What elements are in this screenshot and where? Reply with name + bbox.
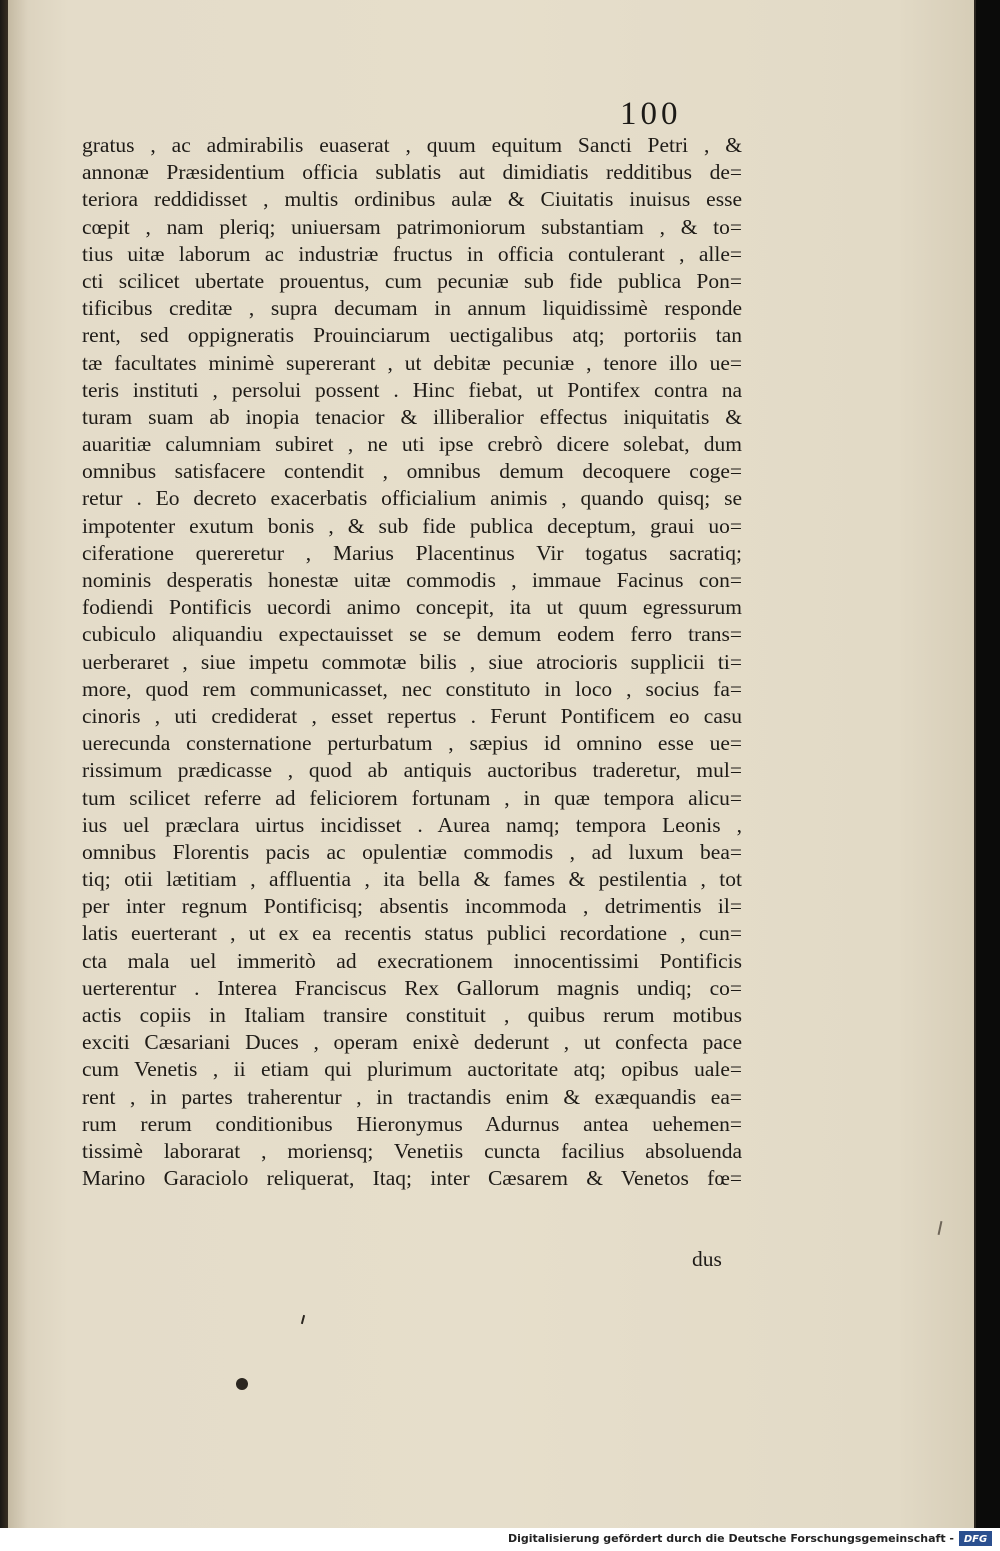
text-line: nominis desperatis honestæ uitæ commodis , immaue Facinus con=: [82, 568, 742, 592]
text-line: impotenter exutum bonis , & sub fide publica deceptum, graui uo=: [82, 513, 742, 538]
footer-bar: [0, 1528, 1000, 1551]
text-line: omnibus Florentis pacis ac opulentiæ commodis , ad luxum bea=: [82, 839, 742, 864]
text-line: tæ facultates minimè supererant , ut debitæ pecuniæ , tenore illo ue=: [82, 350, 742, 375]
text-line: annonæ Præsidentium officia sublatis aut dimidiatis redditibus de=: [82, 160, 742, 185]
text-line: cum Venetis , ii etiam qui plurimum auctoritate atq; opibus uale=: [82, 1057, 742, 1082]
text-line: rent, sed oppigneratis Prouinciarum uectigalibus atq; portoriis tan: [82, 323, 742, 348]
text-line: retur . Eo decreto exacerbatis officialium animis , quando quisq; se: [82, 486, 742, 511]
text-line: teriora reddidisset , multis ordinibus aulæ & Ciuitatis inuisus esse: [82, 187, 742, 212]
text-line: omnibus satisfacere contendit , omnibus demum decoquere coge=: [82, 459, 742, 484]
text-line: rum rerum conditionibus Hieronymus Adurnus antea uehemen=: [82, 1111, 742, 1136]
text-line: uerterentur . Interea Franciscus Rex Gallorum magnis undiq; co=: [82, 975, 742, 1000]
dfg-logo: DFG: [959, 1531, 992, 1546]
text-line: latis euerterant , ut ex ea recentis status publici recordatione , cun=: [82, 921, 742, 946]
text-line: cubiculo aliquandiu expectauisset se se demum eodem ferro trans=: [82, 622, 742, 647]
text-line: rissimum prædicasse , quod ab antiquis auctoribus traderetur, mul=: [82, 758, 742, 783]
text-line: tissimè laborarat , moriensq; Venetiis cuncta facilius absoluenda: [82, 1138, 742, 1163]
text-line: turam suam ab inopia tenacior & illiberalior effectus iniquitatis &: [82, 404, 742, 429]
ink-mark: [301, 1315, 305, 1324]
text-line: exciti Cæsariani Duces , operam enixè dederunt , ut confecta pace: [82, 1030, 742, 1055]
text-line: tiq; otii lætitiam , affluentia , ita bella & fames & pestilentia , tot: [82, 867, 742, 892]
text-line: ciferatione quereretur , Marius Placentinus Vir togatus sacratiq;: [82, 540, 742, 565]
footer-credit: Digitalisierung gefördert durch die Deutsche Forschungsgemeinschaft -: [507, 1532, 954, 1545]
ink-spot: [236, 1378, 248, 1390]
text-line: per inter regnum Pontificisq; absentis incommoda , detrimentis il=: [82, 894, 742, 919]
text-line: tius uitæ laborum ac industriæ fructus in officia contulerant , alle=: [82, 241, 742, 266]
text-line: tum scilicet referre ad feliciorem fortunam , in quæ tempora alicu=: [82, 785, 742, 810]
text-line: tificibus creditæ , supra decumam in annum liquidissimè responde: [82, 296, 742, 321]
text-line: Marino Garaciolo reliquerat, Itaq; inter Cæsarem & Venetos fœ=: [82, 1166, 742, 1191]
text-line: uerecunda consternatione perturbatum , sæpius id omnino esse ue=: [82, 731, 742, 756]
text-line: auaritiæ calumniam subiret , ne uti ipse crebrò dicere solebat, dum: [82, 432, 742, 457]
text-line: cta mala uel immeritò ad execrationem innocentissimi Pontificis: [82, 948, 742, 973]
text-line: uerberaret , siue impetu commotæ bilis , siue atrocioris supplicii ti=: [82, 649, 742, 674]
text-line: teris instituti , persolui possent . Hinc fiebat, ut Pontifex contra na: [82, 377, 742, 402]
text-line: gratus , ac admirabilis euaserat , quum equitum Sancti Petri , &: [82, 133, 742, 157]
text-body: [82, 132, 742, 1192]
text-line: actis copiis in Italiam transire constituit , quibus rerum motibus: [82, 1003, 742, 1027]
text-line: rent , in partes traherentur , in tractandis enim & exæquandis ea=: [82, 1084, 742, 1109]
paper-mark: [938, 1221, 943, 1235]
text-line: more, quod rem communicasset, nec constituto in loco , socius fa=: [82, 676, 742, 701]
text-line: fodiendi Pontificis uecordi animo concepit, ita ut quum egressurum: [82, 595, 742, 620]
book-page: [8, 0, 976, 1528]
text-line: ius uel præclara uirtus incidisset . Aurea namq; tempora Leonis ,: [82, 812, 742, 837]
page-number: 100: [620, 96, 682, 132]
text-line: cinoris , uti crediderat , esset repertus . Ferunt Pontificem eo casu: [82, 703, 742, 728]
text-line: cœpit , nam pleriq; uniuersam patrimoniorum substantiam , & to=: [82, 214, 742, 239]
text-line: cti scilicet ubertate prouentus, cum pecuniæ sub fide publica Pon=: [82, 268, 742, 293]
catchword: dus: [692, 1247, 722, 1271]
